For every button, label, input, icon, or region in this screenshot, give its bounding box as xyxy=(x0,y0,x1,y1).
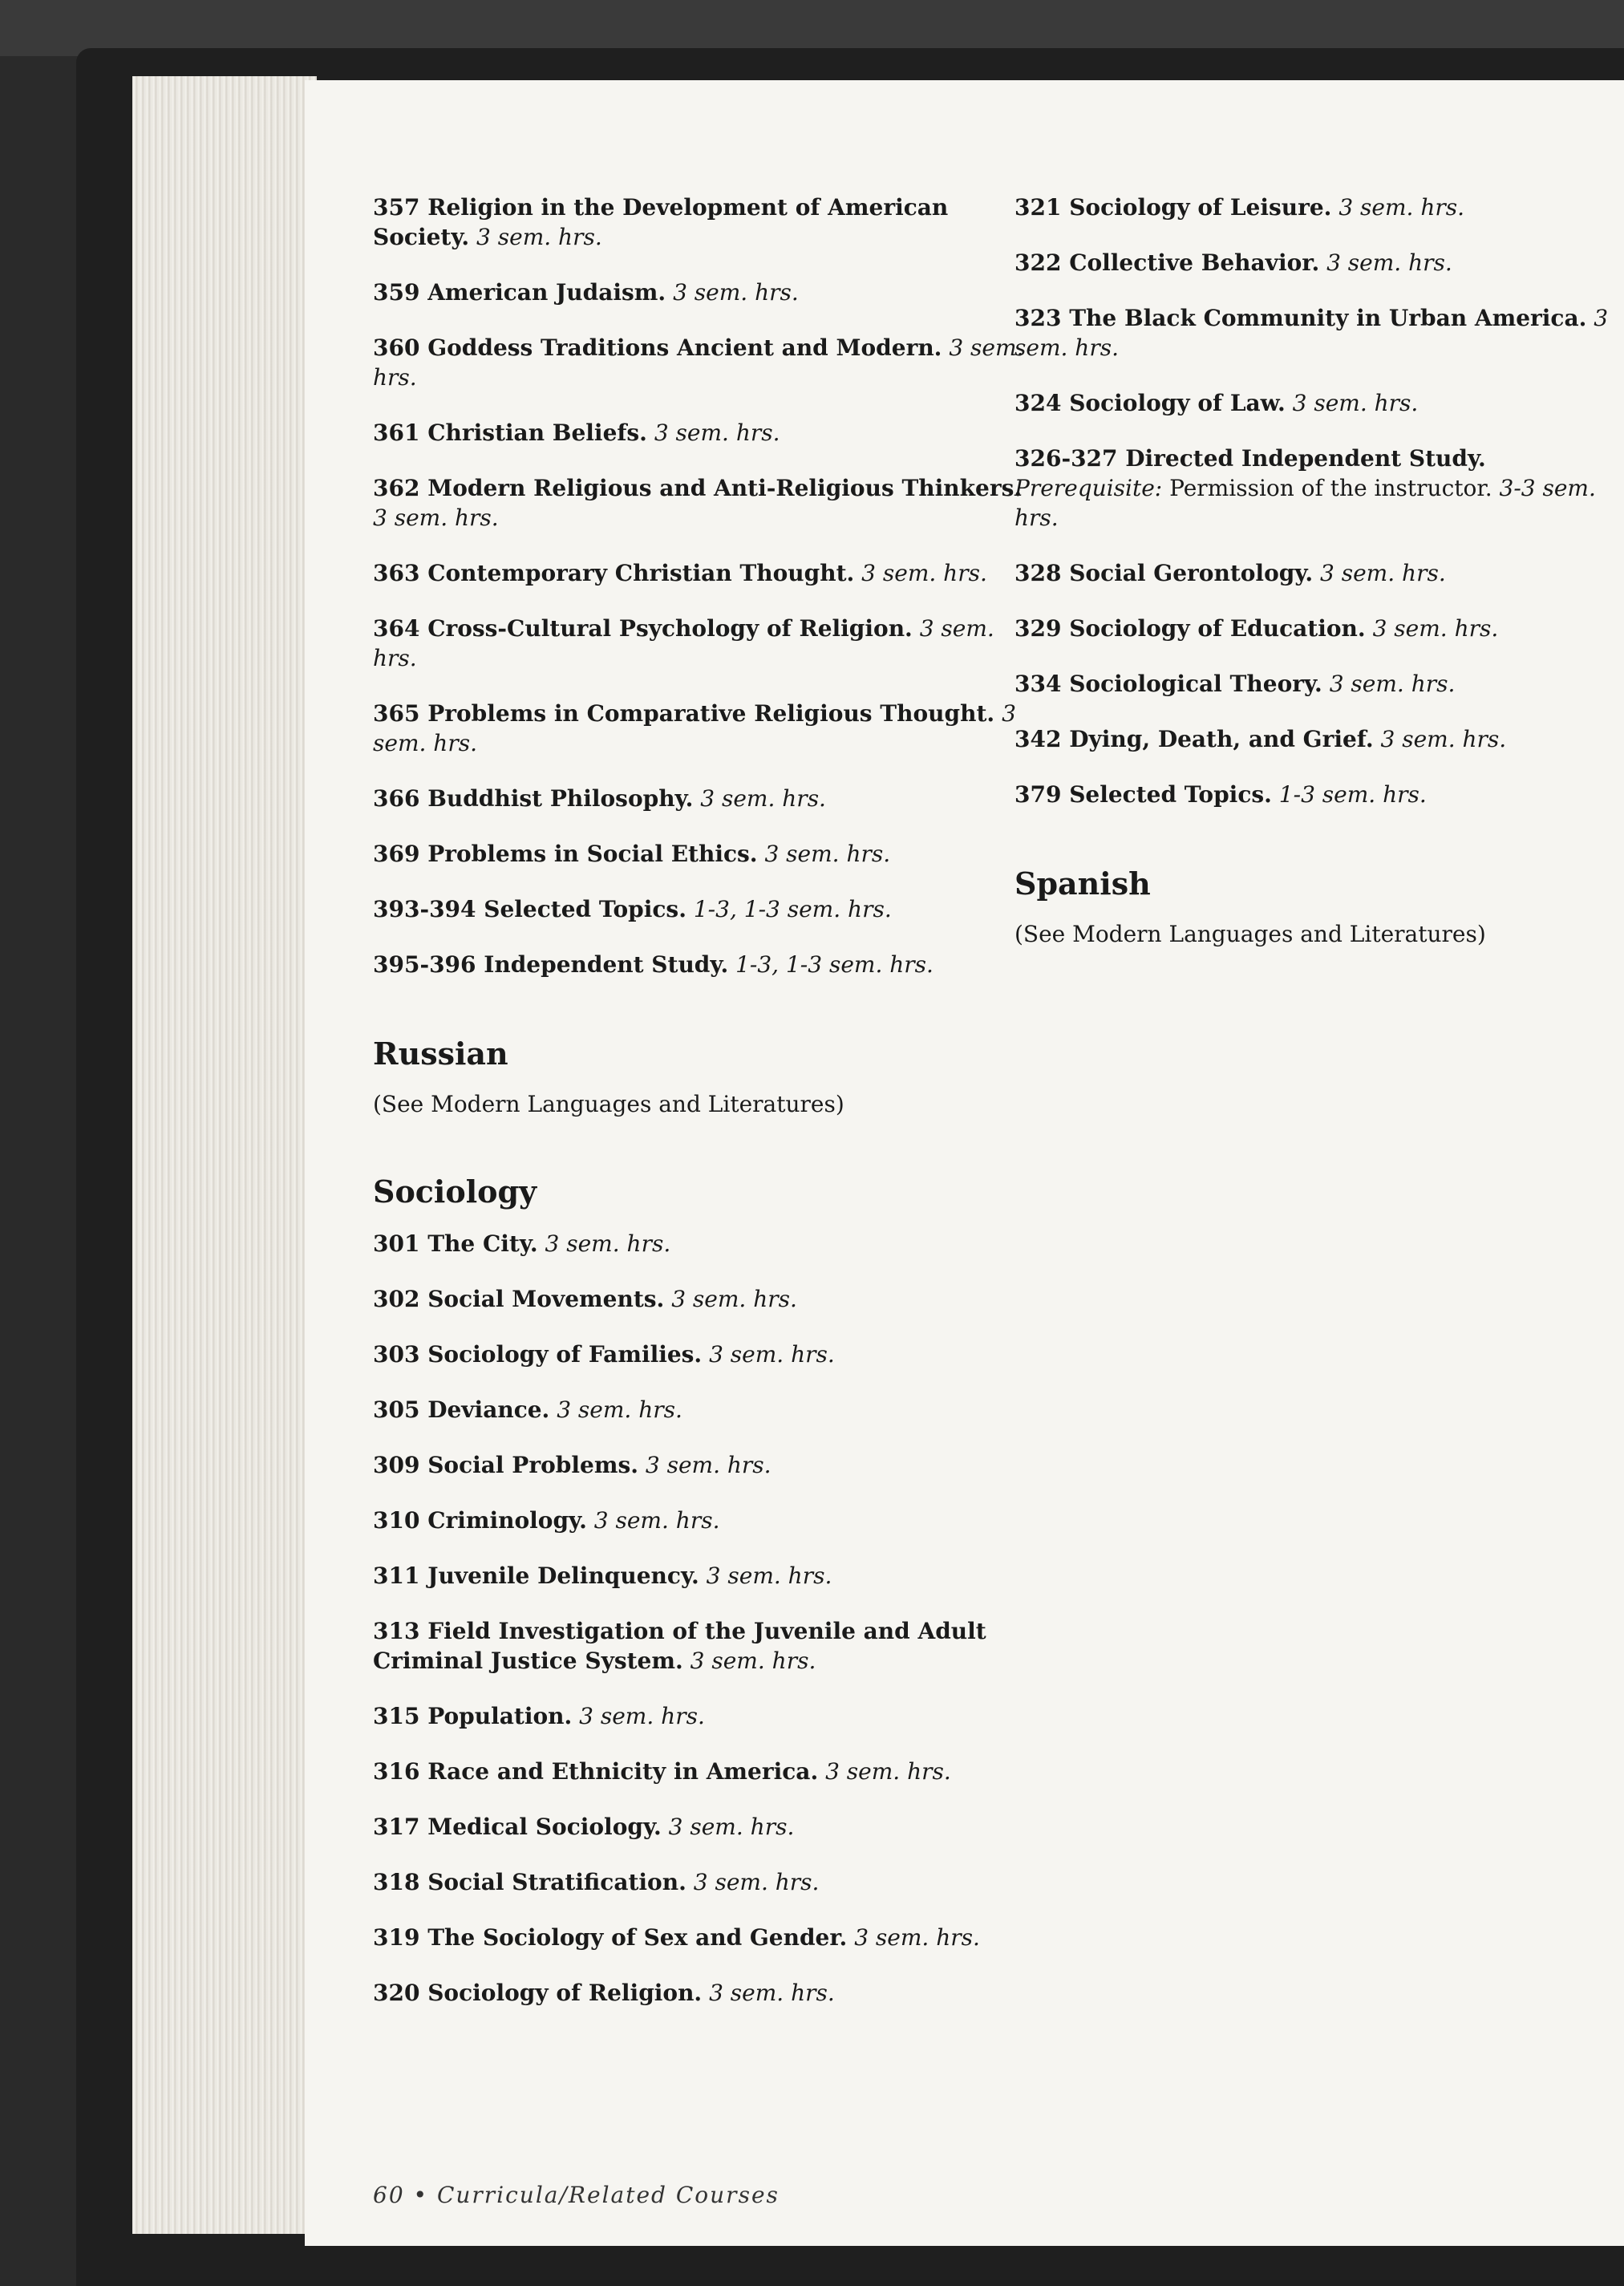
course-hours: 3 sem. hrs. xyxy=(1338,194,1465,221)
course-prerequisite-note: Permission of the instructor. xyxy=(1169,475,1492,501)
course-hours: 1-3 sem. hrs. xyxy=(1278,781,1427,808)
course-hours: 3 sem. hrs. xyxy=(1329,671,1456,697)
course-title: 357 Religion in the Development of American Society. xyxy=(373,194,949,250)
course-entry xyxy=(373,1395,1043,1425)
course-title: 303 Sociology of Families. xyxy=(373,1341,703,1368)
course-entry xyxy=(373,1229,1043,1259)
course-entry xyxy=(373,614,1043,673)
course-title: 311 Juvenile Delinquency. xyxy=(373,1563,699,1589)
course-entry xyxy=(1014,303,1624,363)
course-title: 310 Criminology. xyxy=(373,1507,587,1534)
course-hours: 3 sem. hrs. xyxy=(668,1814,795,1840)
course-hours: 3 sem. hrs. xyxy=(673,279,799,306)
course-title: 395-396 Independent Study. xyxy=(373,951,729,978)
course-title: 359 American Judaism. xyxy=(373,279,666,306)
course-title: 362 Modern Religious and Anti-Religious Thinkers. xyxy=(373,475,1023,501)
section-heading-russian: Russian xyxy=(373,1036,508,1072)
course-hours: 3 sem. hrs. xyxy=(545,1230,671,1257)
course-title: 360 Goddess Traditions Ancient and Modern. xyxy=(373,334,942,361)
course-hours: 3 sem. hrs. xyxy=(709,1341,835,1368)
course-hours: 3 sem. hrs. xyxy=(706,1563,832,1589)
course-title: 361 Christian Beliefs. xyxy=(373,420,647,446)
course-prerequisite-label: Prerequisite: xyxy=(1014,475,1163,501)
course-title: 302 Social Movements. xyxy=(373,1286,665,1312)
course-hours: 3 sem. hrs. xyxy=(557,1396,682,1423)
course-title: 320 Sociology of Religion. xyxy=(373,1980,703,2006)
course-entry xyxy=(373,278,1043,307)
right-column xyxy=(1014,193,1624,955)
course-hours: 3 sem. hrs. xyxy=(579,1703,705,1729)
course-hours: 3 sem. hrs. xyxy=(709,1980,835,2006)
course-title: 305 Deviance. xyxy=(373,1396,550,1423)
section-heading-spanish: Spanish xyxy=(1014,865,1151,902)
course-title: 334 Sociological Theory. xyxy=(1014,671,1322,697)
course-entry xyxy=(373,1923,1043,1952)
course-hours: 3 sem. hrs. xyxy=(690,1648,816,1674)
course-entry xyxy=(1014,614,1624,643)
course-hours: 3 sem. hrs. xyxy=(373,615,994,671)
course-entry xyxy=(1014,248,1624,278)
sociology-course-list-continued xyxy=(1014,193,1624,809)
sociology-course-list xyxy=(373,1229,1043,2008)
course-title: 318 Social Stratification. xyxy=(373,1869,686,1895)
course-hours: 3 sem. hrs. xyxy=(593,1507,720,1534)
cross-reference: (See Modern Languages and Literatures) xyxy=(373,1091,844,1117)
course-hours: 3 sem. hrs. xyxy=(825,1758,951,1785)
course-entry xyxy=(373,333,1043,392)
course-title: 363 Contemporary Christian Thought. xyxy=(373,560,855,586)
course-entry xyxy=(373,1867,1043,1897)
course-hours: 3 sem. hrs. xyxy=(1320,560,1446,586)
course-title: 309 Social Problems. xyxy=(373,1452,638,1478)
left-column xyxy=(373,193,1043,2033)
course-entry xyxy=(373,1757,1043,1786)
course-entry xyxy=(373,1450,1043,1480)
course-hours: 3 sem. hrs. xyxy=(764,841,891,867)
course-entry xyxy=(373,1340,1043,1369)
course-title: 313 Field Investigation of the Juvenile and Adult Criminal Justice System. xyxy=(373,1618,986,1674)
course-title: 369 Problems in Social Ethics. xyxy=(373,841,758,867)
course-entry xyxy=(1014,669,1624,699)
course-hours: 3 sem. hrs. xyxy=(1292,390,1419,416)
course-entry xyxy=(1014,558,1624,588)
catalog-page xyxy=(305,80,1624,2246)
course-hours: 3 sem. hrs. xyxy=(671,1286,797,1312)
course-entry xyxy=(373,1812,1043,1842)
course-title: 326-327 Directed Independent Study. xyxy=(1014,445,1486,472)
course-entry xyxy=(373,1616,1043,1676)
course-entry xyxy=(373,1701,1043,1731)
course-title: 324 Sociology of Law. xyxy=(1014,390,1286,416)
course-title: 328 Social Gerontology. xyxy=(1014,560,1314,586)
course-title: 329 Sociology of Education. xyxy=(1014,615,1366,642)
course-title: 365 Problems in Comparative Religious Thought. xyxy=(373,700,995,727)
course-entry xyxy=(1014,444,1624,533)
course-title: 317 Medical Sociology. xyxy=(373,1814,662,1840)
course-hours: 3 sem. hrs. xyxy=(1372,615,1499,642)
course-hours: 3 sem. hrs. xyxy=(693,1869,820,1895)
course-hours: 3 sem. hrs. xyxy=(700,785,826,812)
course-hours: 3 sem. hrs. xyxy=(373,334,1024,391)
religion-course-list xyxy=(373,193,1043,979)
course-hours: 3 sem. hrs. xyxy=(645,1452,772,1478)
course-title: 323 The Black Community in Urban America. xyxy=(1014,305,1587,331)
course-entry xyxy=(1014,724,1624,754)
course-hours: 3 sem. hrs. xyxy=(476,224,602,250)
course-entry xyxy=(373,950,1043,979)
course-hours: 3 sem. hrs. xyxy=(373,505,499,531)
course-title: 393-394 Selected Topics. xyxy=(373,896,686,922)
course-hours: 3 sem. hrs. xyxy=(1380,726,1507,752)
course-entry xyxy=(1014,193,1624,222)
course-hours: 3-3 sem. hrs. xyxy=(1014,475,1596,531)
course-title: 301 The City. xyxy=(373,1230,538,1257)
course-hours: 1-3, 1-3 sem. hrs. xyxy=(693,896,892,922)
page-edges xyxy=(132,76,317,2234)
course-title: 316 Race and Ethnicity in America. xyxy=(373,1758,819,1785)
course-title: 322 Collective Behavior. xyxy=(1014,249,1320,276)
course-hours: 3 sem. hrs. xyxy=(373,700,1016,756)
course-entry xyxy=(373,473,1043,533)
course-entry xyxy=(1014,780,1624,809)
course-entry xyxy=(373,1561,1043,1591)
course-entry xyxy=(373,784,1043,813)
course-title: 342 Dying, Death, and Grief. xyxy=(1014,726,1374,752)
course-entry xyxy=(373,699,1043,758)
course-hours: 3 sem. hrs. xyxy=(1014,305,1609,361)
course-title: 379 Selected Topics. xyxy=(1014,781,1272,808)
course-hours: 3 sem. hrs. xyxy=(654,420,780,446)
course-title: 321 Sociology of Leisure. xyxy=(1014,194,1332,221)
course-entry xyxy=(373,1284,1043,1314)
course-entry xyxy=(373,558,1043,588)
course-title: 315 Population. xyxy=(373,1703,573,1729)
cross-reference: (See Modern Languages and Literatures) xyxy=(1014,921,1486,947)
course-hours: 3 sem. hrs. xyxy=(854,1924,980,1951)
course-entry xyxy=(373,418,1043,448)
course-hours: 3 sem. hrs. xyxy=(1326,249,1452,276)
page-footer: 60 • Curricula/Related Courses xyxy=(373,2182,780,2208)
section-heading-sociology: Sociology xyxy=(373,1173,537,1210)
course-entry xyxy=(373,839,1043,869)
course-entry xyxy=(373,894,1043,924)
course-entry xyxy=(1014,388,1624,418)
course-hours: 3 sem. hrs. xyxy=(861,560,987,586)
course-entry xyxy=(373,193,1043,252)
course-title: 319 The Sociology of Sex and Gender. xyxy=(373,1924,848,1951)
course-hours: 1-3, 1-3 sem. hrs. xyxy=(735,951,933,978)
course-title: 366 Buddhist Philosophy. xyxy=(373,785,694,812)
course-entry xyxy=(373,1506,1043,1535)
course-entry xyxy=(373,1978,1043,2008)
course-title: 364 Cross-Cultural Psychology of Religion. xyxy=(373,615,913,642)
